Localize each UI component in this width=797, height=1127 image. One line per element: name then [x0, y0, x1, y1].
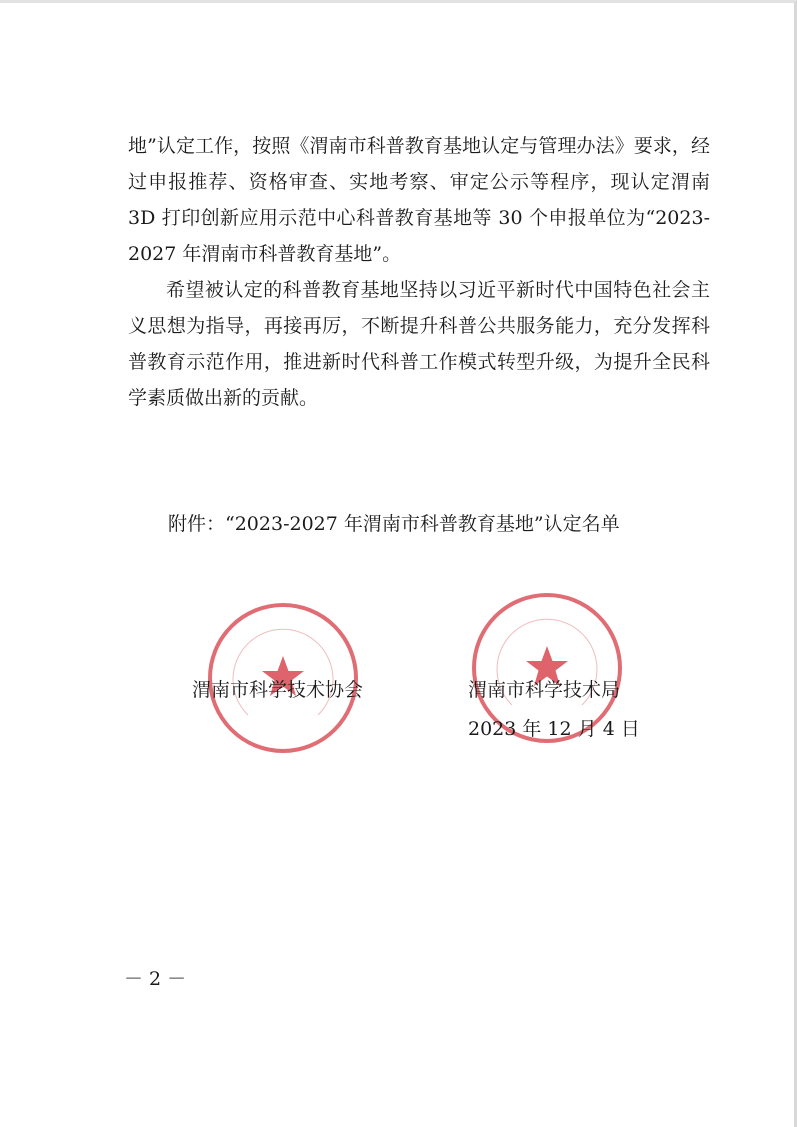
sign-date: 2023 年 12 月 4 日	[468, 718, 640, 740]
body-text	[128, 128, 710, 416]
paragraph-1: 地”认定工作，按照《渭南市科普教育基地认定与管理办法》要求，经过申报推荐、资格审查、实地考察、审定公示等程序，现认定渭南 3D 打印创新应用示范中心科普教育基地等 30 个申报单位为“2023-2027 年渭南市科普教育基地”。	[128, 135, 710, 265]
signer-association: 渭南市科学技术协会	[192, 679, 364, 701]
signer-bureau: 渭南市科学技术局	[468, 679, 621, 701]
paragraph-2: 希望被认定的科普教育基地坚持以习近平新时代中国特色社会主义思想为指导，再接再厉，不断提升科普公共服务能力，充分发挥科普教育示范作用，推进新时代科普工作模式转型升级，为提升全民科学素质做出新的贡献。	[128, 279, 710, 409]
page-number: － 2 －	[124, 968, 187, 990]
attachment-line: 附件：“2023-2027 年渭南市科普教育基地”认定名单	[168, 513, 620, 535]
